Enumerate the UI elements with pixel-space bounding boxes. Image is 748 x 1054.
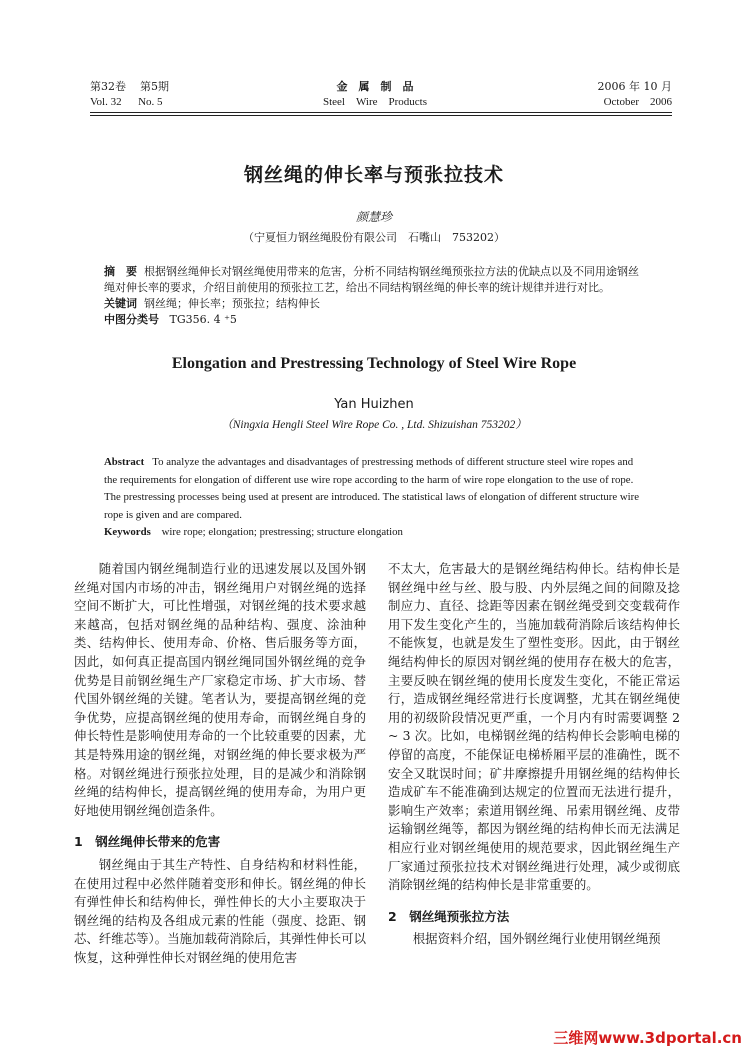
right-column — [388, 560, 680, 949]
volume-issue-en — [90, 95, 163, 109]
abstract-cn-label: 摘 要 — [104, 265, 137, 278]
section-2-paragraph: 根据资料介绍，国外钢丝绳行业使用钢丝绳预 — [412, 931, 661, 947]
abstract-en-label: Abstract — [104, 456, 145, 468]
header-rule-bottom — [90, 115, 672, 116]
intro-paragraph: 随着国内钢丝绳制造行业的迅速发展以及国外钢丝绳对国内市场的冲击，钢丝绳用户对钢丝绳的选择空间不断扩大，可比性增强，对钢丝绳的技术要求越来越高，包括对钢丝绳的品种结构、强度、涂油种类、结构伸长、使用寿命、价格、售后服务等方面，因此，如何真正提高国内钢丝绳同国外钢丝绳的竞争优势是目前钢丝绳生产厂家稳定市场、扩大市场、替代国外钢丝绳的关键。笔者认为，要提高钢丝绳的竞争优势，应提高钢丝绳的使用寿命，而钢丝绳自身的伸长特性是影响使用寿命的一个比较重要的因素，尤其是特殊用途的钢丝绳，对钢丝绳的伸长要求极为严格。对钢丝绳进行预张拉处理，目的是减少和消除钢丝绳的结构伸长，提高钢丝绳的使用寿命，为用户更好地使用钢丝绳创造条件。 — [74, 561, 366, 818]
keywords-en: Keywords wire rope; elongation; prestressing; structure elongation — [104, 526, 403, 539]
volume-issue-cn — [90, 80, 169, 94]
journal-name-en: Steel Wire Products — [322, 96, 428, 108]
abstract-en-line2: the requirements for elongation of different use wire rope according to the harm of wire rope elongation to the use of rope. — [104, 473, 634, 486]
header-rule-top — [90, 112, 672, 113]
paper-title-en: Elongation and Prestressing Technology of Steel Wire Rope — [171, 355, 577, 372]
keywords-cn: 关键词 钢丝绳；伸长率；预张拉；结构伸长 — [104, 297, 320, 310]
abstract-en-line3: The prestressing processes being used at present are introduced. The statistical laws of elongation of different structure wire — [104, 491, 640, 504]
paper-title-cn: 钢丝绳的伸长率与预张拉技术 — [243, 164, 504, 186]
volume-en: Vol. 32 — [90, 96, 122, 108]
date-cn: 2006 年 10 月 — [597, 80, 672, 93]
continued-paragraph: 不太大，危害最大的是钢丝绳结构伸长。结构伸长是钢丝绳中丝与丝、股与股、内外层绳之间的间隙及捻制应力、直径、捻距等因素在钢丝绳受到交变载荷作用下发生变化产生的，当施加载荷消除后该结构伸长不能恢复，也就是发生了塑性变形。因此，由于钢丝绳结构伸长的原因对钢丝绳的使用存在极大的危害，主要反映在钢丝绳的使用长度发生变化，不能正常运行，造成钢丝绳经常进行长度调整，尤其在钢丝绳使用的初级阶段情况更严重，一个月内有时需要调整 2 ~ 3 次。比如，电梯钢丝绳的结构伸长会影响电梯的停留的高度，不能保证电梯桥厢平层的准确性，既不安全又耽误时间；矿井摩擦提升用钢丝绳的结构伸长造成矿车不能准确到达规定的位置而无法进行提升，影响生产效率；索道用钢丝绳、吊索用钢丝绳、皮带运输钢丝绳等，都因为钢丝绳的结构伸长而无法满足相应行业对钢丝绳使用的规范要求，因此钢丝绳生产厂家通过预张拉技术对钢丝绳进行处理，减少或彻底消除钢丝绳的结构伸长是非常重要的。 — [388, 561, 680, 893]
volume-cn: 第32卷 — [90, 80, 126, 93]
classification-number: 中图分类号 TG356. 4 ⁺5 — [104, 313, 237, 326]
issue-en: No. 5 — [138, 96, 163, 108]
affiliation-cn: （宁夏恒力钢丝绳股份有限公司 石嘴山 753202） — [243, 231, 505, 244]
abstract-cn-line2: 绳对伸长率的要求，介绍目前使用的预张拉工艺，给出不同结构钢丝绳的伸长率的统计规律并进行对比。 — [104, 281, 610, 294]
section-1-paragraph: 钢丝绳由于其生产特性、自身结构和材料性能，在使用过程中必然伴随着变形和伸长。钢丝绳的伸长有弹性伸长和结构伸长，弹性伸长的大小主要取决于钢丝绳的结构及各组成元素的性能（强度、捻距、钢芯、纤维芯等）。当施加载荷消除后，其弹性伸长可以恢复，这种弹性伸长对钢丝绳的使用危害 — [74, 856, 366, 965]
journal-name-cn: 金 属 制 品 — [336, 80, 414, 93]
section-1-heading: 1 钢丝绳伸长带来的危害 — [74, 834, 221, 850]
abstract-en-line4: rope is given and are compared. — [104, 508, 242, 521]
abstract-en-line1: Abstract To analyze the advantages and disadvantages of prestressing methods of different structure steel wire ropes and — [104, 456, 634, 468]
abstract-cn-line1: 摘 要 根据钢丝绳伸长对钢丝绳使用带来的危害，分析不同结构钢丝绳预张拉方法的优缺点以及不同用途钢丝 — [104, 265, 639, 278]
section-2-heading: 2 钢丝绳预张拉方法 — [388, 908, 510, 924]
author-en: Yan Huizhen — [334, 397, 414, 412]
affiliation-en: （Ningxia Hengli Steel Wire Rope Co. , Ltd. Shizuishan 753202） — [221, 419, 527, 431]
issue-cn: 第5期 — [140, 80, 169, 93]
abstract-cn — [104, 264, 664, 328]
date-en: October 2006 — [603, 96, 672, 108]
abstract-en — [104, 454, 674, 542]
author-cn: 颜慧珍 — [355, 210, 392, 224]
left-column — [74, 560, 366, 967]
watermark-text: 三维网www.3dportal.cn — [553, 1029, 742, 1047]
